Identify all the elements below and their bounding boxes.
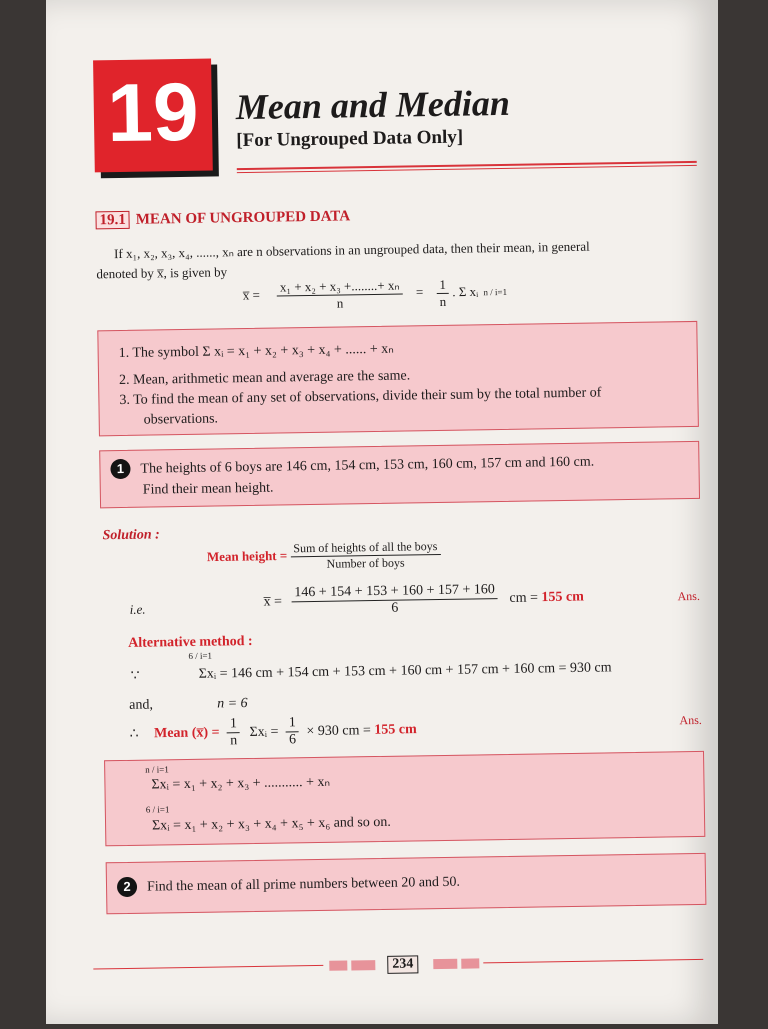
calc-denominator: 6 [391,600,399,616]
summation-limits-1: n / i=1 [145,764,169,775]
one-over-n [227,716,241,749]
intro-line-2: denoted by x̅, is given by [96,264,228,282]
section-number: 19.1 [95,211,130,230]
because-symbol: ∵ [130,668,140,684]
one-over-six-bottom: 6 [288,732,297,748]
calc-formula [263,581,584,619]
calc-xbar: x̅ = [263,594,283,610]
footer-dash-2 [351,960,375,970]
sum-limits-a: 6 / i=1 [188,650,213,661]
one-over-n-bottom: n [230,733,238,749]
mean-formula [243,276,508,313]
formula-sum: . Σ xᵢ [452,283,479,300]
formula-n: n [439,293,447,309]
mean-height-formula [207,539,441,574]
one-over-n-top: 1 [227,716,240,733]
section-title: MEAN OF UNGROUPED DATA [135,208,351,228]
page-number: 234 [387,955,418,973]
example-1-text: The heights of 6 boys are 146 cm, 154 cm, 153 cm, 160 cm, 157 cm and 160 cm. [140,454,595,477]
footer-dash-1 [329,961,347,971]
formula-one-over-n [436,277,449,310]
mean-height-fraction [290,539,440,572]
notes-box [97,321,699,436]
section-heading [95,208,350,229]
mean-alt-tail: × 930 cm = [306,722,371,739]
answer-label-2: Ans. [679,712,702,728]
calc-result: 155 cm [541,589,584,606]
mean-alt-result: 155 cm [374,722,417,738]
mean-height-numerator: Sum of heights of all the boys [290,539,440,557]
therefore-symbol: ∴ [129,726,139,742]
note-2: 2. Mean, arithmetic mean and average are the same. [118,368,411,389]
answer-label-1: Ans. [677,588,701,604]
footer-rule-right [483,959,703,963]
n-equals: n = 6 [217,696,248,712]
and-label: and, [129,697,154,713]
formula-denominator: n [336,295,344,311]
example-2-badge: 2 [117,877,137,897]
chapter-title: Mean and Median [235,82,511,128]
footer-dash-3 [433,959,457,969]
mean-alt-sum: Σxᵢ = [249,724,279,740]
ie-label: i.e. [129,601,146,617]
calc-unit: cm = [509,590,539,606]
example-2-box [106,853,707,914]
example-1-box [99,441,700,508]
formula-fraction [277,278,403,313]
note-3-cont: observations. [143,411,219,428]
example-2-line [117,872,460,897]
formula-sum-limits: n / i=1 [483,287,508,298]
footer-rule-left [93,965,323,970]
calc-numerator: 146 + 154 + 153 + 160 + 157 + 160 [291,582,498,602]
intro-line-1: If x₁, x₂, x₃, x₄, ......, xₙ are n observations in an ungrouped data, then their mean, in general [113,238,590,262]
note-3: 3. To find the mean of any set of observations, divide their sum by the total number of [119,385,602,409]
mean-height-label: Mean height = [206,547,288,565]
one-over-six [286,715,300,748]
example-1-line-2: Find their mean height. [142,480,274,498]
calc-fraction [291,582,498,618]
example-2-text: Find the mean of all prime numbers between 20 and 50. [146,874,461,895]
mean-alt-label: Mean (x̅) = [153,725,220,742]
mean-height-denominator: Number of boys [326,555,405,571]
one-over-six-top: 1 [286,715,299,732]
formula-one: 1 [436,277,449,294]
page-content [38,0,726,1029]
summation-box [104,751,705,846]
summation-line-2: Σxᵢ = x₁ + x₂ + x₃ + x₄ + x₅ + x₆ and so on. [151,814,391,834]
alternative-method-label: Alternative method : [128,633,253,651]
note-1: 1. The symbol Σ xᵢ = x₁ + x₂ + x₃ + x₄ + ...... + xₙ [118,341,394,362]
solution-label: Solution : [102,527,160,544]
chapter-number: 19 [106,66,200,160]
formula-eq: = [415,284,424,300]
book-page [46,0,718,1024]
example-1-badge: 1 [110,459,130,479]
formula-lhs: x̅ = [242,287,260,303]
formula-numerator: x₁ + x₂ + x₃ +........+ xₙ [277,278,403,297]
footer-dash-4 [461,958,479,968]
chapter-number-box [93,59,213,173]
mean-alt-formula [129,713,417,751]
chapter-subtitle: [For Ungrouped Data Only] [236,126,464,152]
summation-limits-2: 6 / i=1 [145,804,170,815]
summation-line-1: Σxᵢ = x₁ + x₂ + x₃ + ........... + xₙ [151,774,331,793]
example-1-line-1 [110,452,594,480]
sum-line: Σxᵢ = 146 cm + 154 cm + 153 cm + 160 cm + 157 cm + 160 cm = 930 cm [198,660,612,682]
